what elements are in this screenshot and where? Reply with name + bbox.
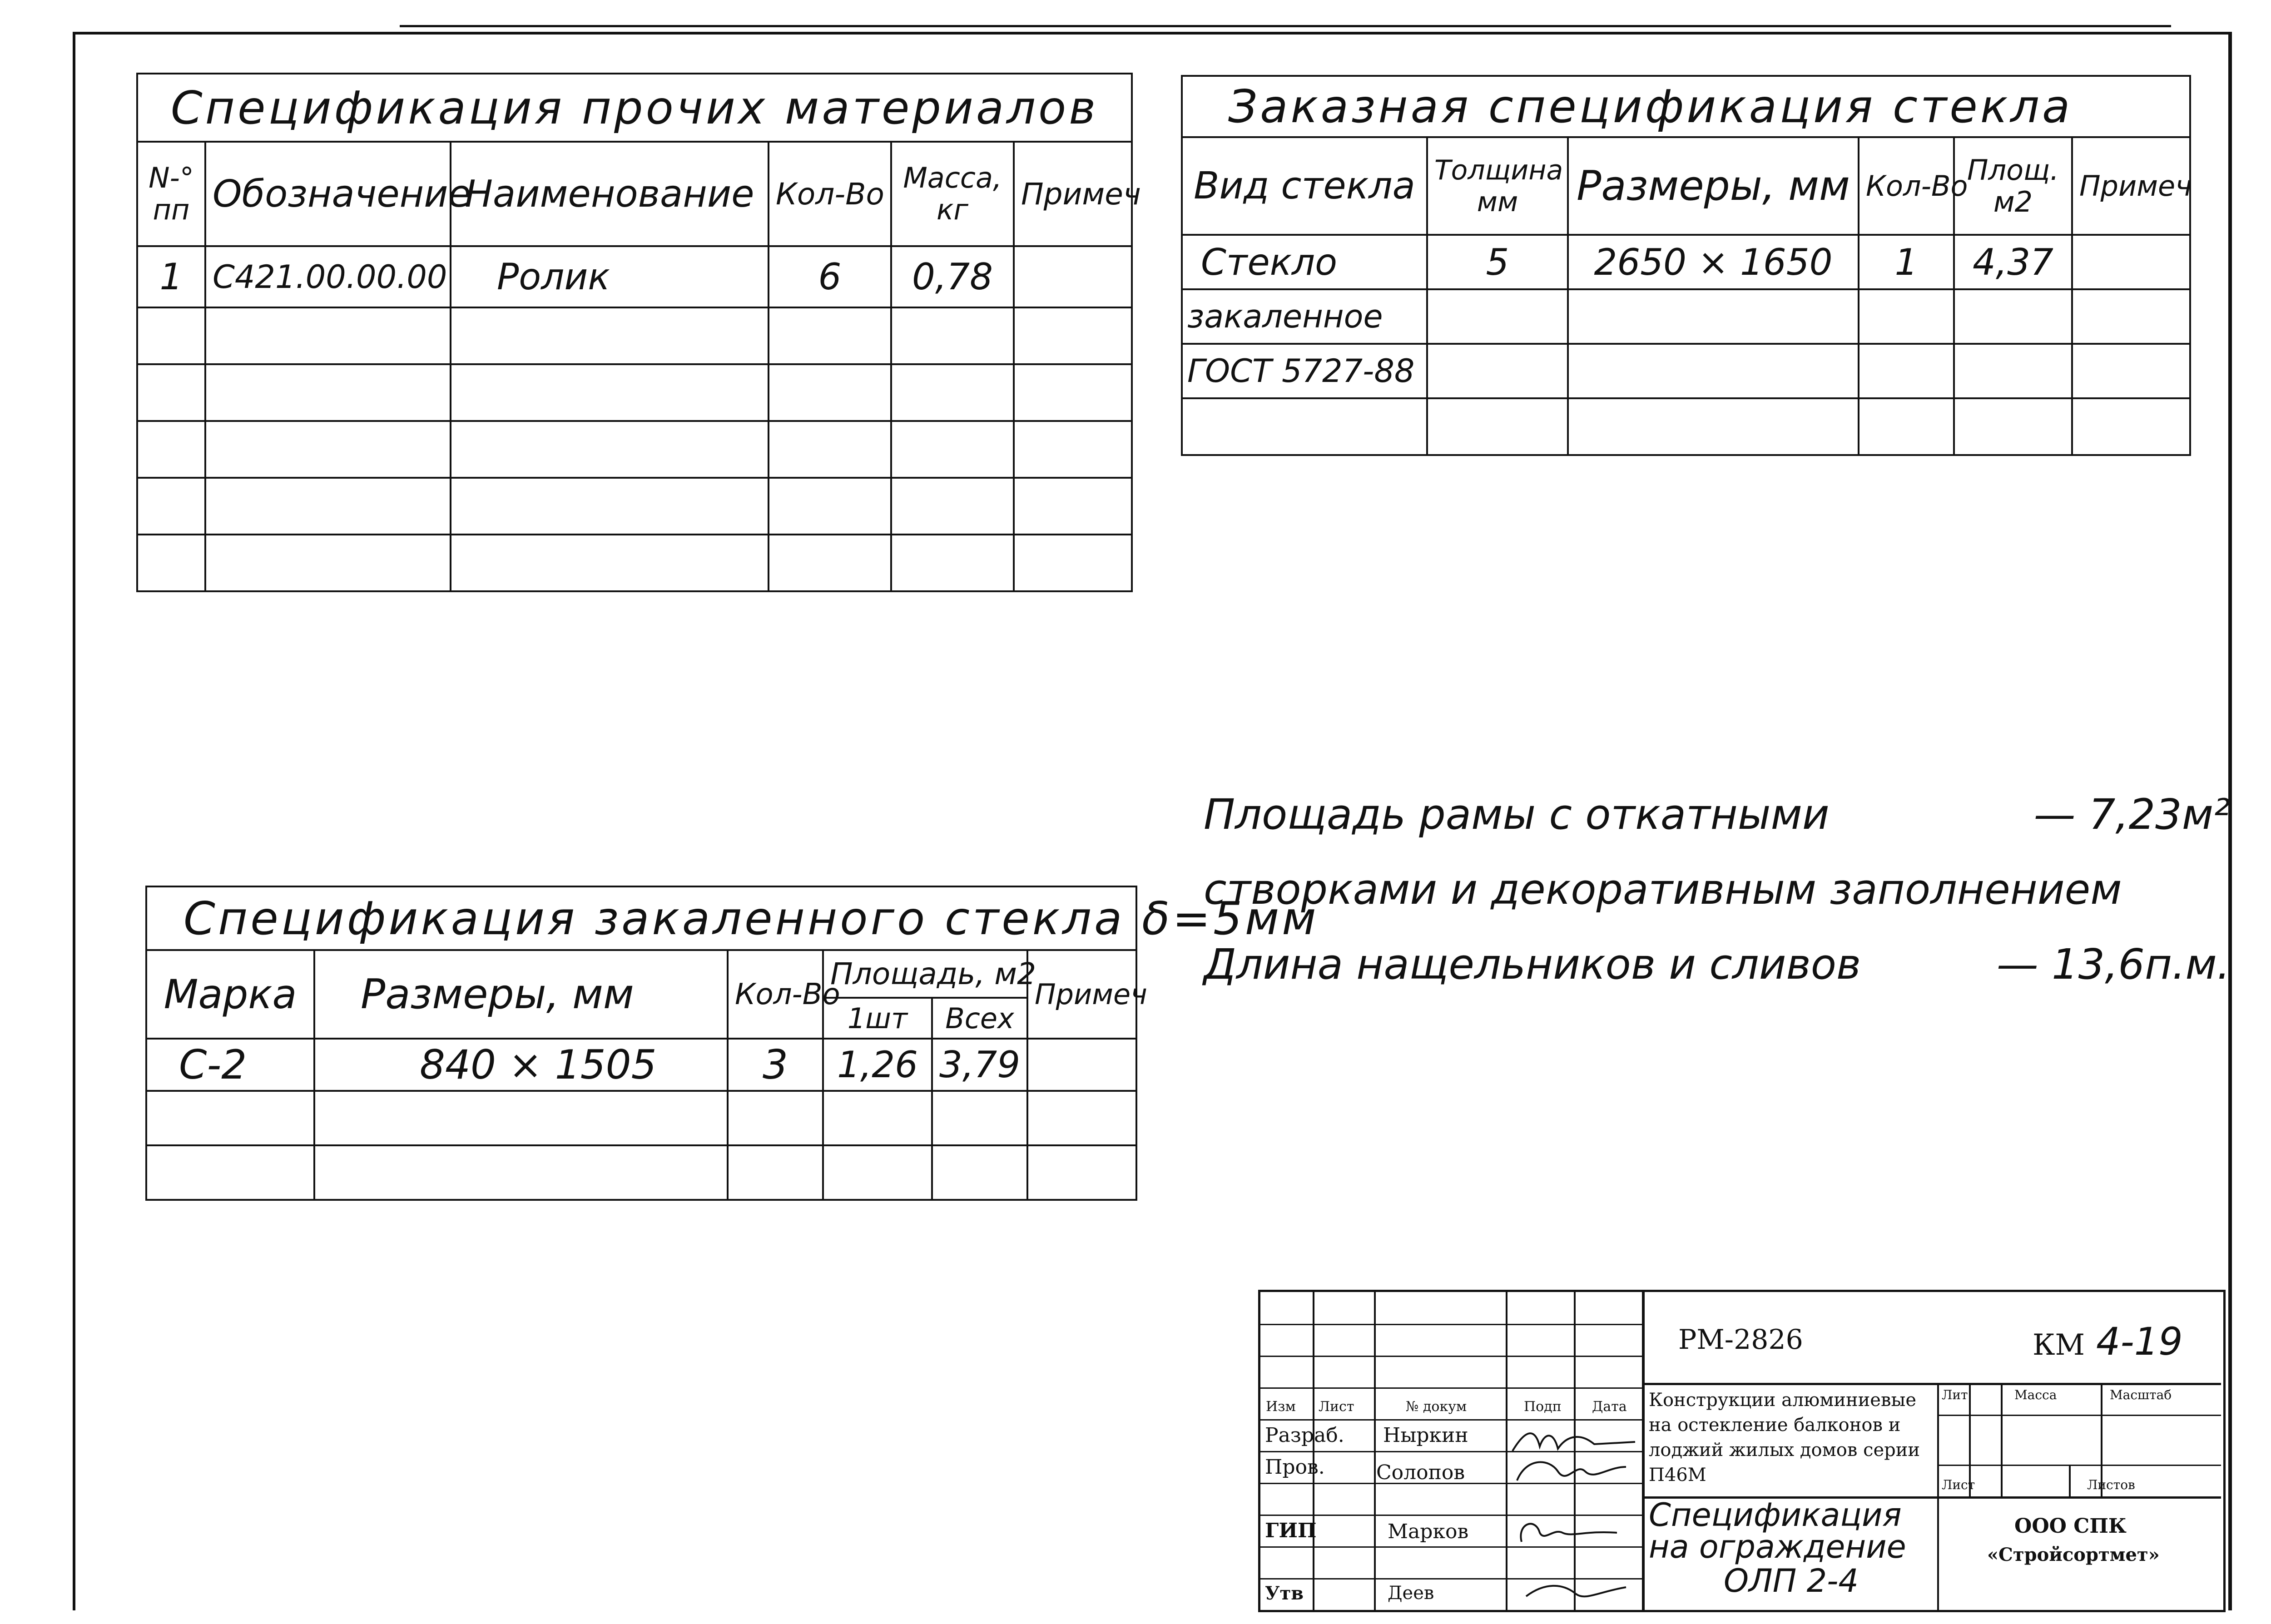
table-row	[1182, 344, 2190, 398]
note-frame-area	[1204, 790, 2230, 865]
cell-sizes: 840 × 1505	[314, 1039, 728, 1091]
stamp-desc-3: лоджий жилых домов серии	[1649, 1440, 1920, 1461]
stamp-line	[1260, 1419, 1642, 1421]
cell-thickness	[1427, 289, 1568, 344]
stamp-prov-label: Пров.	[1265, 1456, 1325, 1479]
stamp-utv-label: Утв	[1265, 1583, 1304, 1604]
top-border-line	[400, 25, 2171, 27]
table-row	[137, 421, 1132, 478]
spec-order-table	[1181, 75, 2191, 456]
note-flashing-length	[1204, 940, 2230, 1015]
note-frame-area-cont	[1204, 865, 2230, 940]
cell-area: 4,37	[1954, 235, 2072, 289]
cell-qty: 1	[1859, 235, 1954, 289]
table-row	[137, 478, 1132, 535]
table-row	[137, 307, 1132, 364]
col-header-area-one: 1шт	[823, 998, 932, 1039]
signature-gip	[1508, 1515, 1644, 1551]
col-header-note: Примеч	[1014, 142, 1132, 246]
stamp-razrab-label: Разраб.	[1265, 1424, 1344, 1447]
stamp-col-scale: Масштаб	[2110, 1387, 2172, 1402]
stamp-desc-2: на остекление балконов и	[1649, 1415, 1901, 1436]
spec-order-title: Заказная спецификация стекла	[1182, 76, 2190, 137]
stamp-prov-name: Солопов	[1376, 1461, 1465, 1484]
signature-utv	[1508, 1574, 1644, 1608]
stamp-desc-1: Конструкции алюминиевые	[1649, 1390, 1917, 1411]
col-header-thickness: Толщина мм	[1427, 137, 1568, 235]
cell-mass: 0,78	[891, 246, 1014, 307]
cell-note	[1014, 246, 1132, 307]
col-header-area-all: Всех	[932, 998, 1027, 1039]
signature-prov	[1508, 1453, 1644, 1490]
cell-sizes	[1568, 344, 1859, 398]
col-header-area: Площадь, м2	[823, 950, 1027, 998]
stamp-divider	[1937, 1383, 1939, 1610]
cell-mark: С-2	[146, 1039, 314, 1091]
table-row	[137, 364, 1132, 421]
stamp-line	[1937, 1415, 2221, 1416]
cell-qty	[1859, 289, 1954, 344]
col-header-mark: Марка	[146, 950, 314, 1039]
cell-thickness	[1427, 344, 1568, 398]
note-flashing-length-value: — 13,6п.м.	[1996, 940, 2230, 989]
note-frame-area-text: Площадь рамы с откатными	[1204, 790, 1830, 839]
cell-glass-type: ГОСТ 5727-88	[1182, 344, 1427, 398]
title-block	[1258, 1290, 2226, 1612]
stamp-title-1: Спецификация	[1649, 1496, 1902, 1534]
table-row	[137, 246, 1132, 307]
stamp-sheet-code: КМ	[2033, 1328, 2085, 1362]
stamp-line	[1260, 1324, 1642, 1325]
cell-note	[2072, 235, 2190, 289]
cell-area-one: 1,26	[823, 1039, 932, 1091]
stamp-hdr-doc: № докум	[1406, 1399, 1467, 1415]
stamp-sheet-num: 4-19	[2096, 1319, 2183, 1364]
stamp-col-mass: Масса	[2014, 1387, 2057, 1402]
col-header-note: Примеч	[1027, 950, 1136, 1039]
table-row	[1182, 289, 2190, 344]
col-header-sizes: Размеры, мм	[314, 950, 728, 1039]
note-frame-area-text-cont: створками и декоративным заполнением	[1204, 865, 2122, 914]
stamp-hdr-list: Лист	[1319, 1399, 1354, 1415]
cell-qty	[1859, 344, 1954, 398]
table-row	[1182, 398, 2190, 455]
cell-note	[1027, 1039, 1136, 1091]
col-header-name: Наименование	[451, 142, 769, 246]
col-header-designation: Обозначение	[205, 142, 451, 246]
stamp-code: РМ-2826	[1678, 1324, 1803, 1356]
col-header-glass-type: Вид стекла	[1182, 137, 1427, 235]
col-header-area: Площ. м2	[1954, 137, 2072, 235]
stamp-hdr-date: Дата	[1592, 1399, 1627, 1415]
col-header-sizes: Размеры, мм	[1568, 137, 1859, 235]
cell-number: 1	[137, 246, 205, 307]
stamp-col-lit: Лит.	[1942, 1387, 1972, 1402]
stamp-gip-name: Марков	[1388, 1520, 1469, 1543]
stamp-line	[1642, 1383, 2221, 1385]
col-header-qty: Кол-Во	[1859, 137, 1954, 235]
stamp-col-sheet: Лист	[1942, 1477, 1975, 1492]
cell-thickness: 5	[1427, 235, 1568, 289]
cell-note	[2072, 344, 2190, 398]
spec-tempered-title: Спецификация закаленного стекла δ=5мм	[146, 886, 1136, 950]
stamp-utv-name: Деев	[1388, 1583, 1434, 1604]
stamp-hdr-sign: Подп	[1524, 1399, 1562, 1415]
cell-glass-type: закаленное	[1182, 289, 1427, 344]
table-row	[1182, 235, 2190, 289]
stamp-hdr-izm: Изм	[1266, 1399, 1296, 1415]
stamp-gip-label: ГИП	[1265, 1519, 1317, 1542]
stamp-title-3: ОЛП 2-4	[1724, 1562, 1859, 1599]
cell-sizes	[1568, 289, 1859, 344]
spec-other-table	[136, 73, 1141, 592]
col-header-number: N-° пп	[137, 142, 205, 246]
col-header-mass: Масса, кг	[891, 142, 1014, 246]
cell-glass-type: Стекло	[1182, 235, 1427, 289]
stamp-line	[1937, 1465, 2221, 1466]
stamp-divider	[2069, 1465, 2071, 1499]
cell-area-all: 3,79	[932, 1039, 1027, 1091]
stamp-org-1: ООО СПК	[2014, 1515, 2127, 1538]
col-header-qty: Кол-Во	[728, 950, 823, 1039]
stamp-title-2: на ограждение	[1649, 1528, 1906, 1565]
stamp-org-2: «Стройсортмет»	[1987, 1544, 2160, 1565]
stamp-col-sheets: Листов	[2087, 1477, 2135, 1492]
cell-note	[2072, 289, 2190, 344]
table-row	[137, 535, 1132, 591]
col-header-note: Примеч	[2072, 137, 2190, 235]
stamp-divider	[2001, 1383, 2003, 1499]
cell-qty: 6	[769, 246, 891, 307]
notes-block	[1204, 790, 2230, 1015]
stamp-desc-4: П46М	[1649, 1465, 1706, 1485]
stamp-line	[1260, 1387, 1642, 1389]
spec-other-title: Спецификация прочих материалов	[137, 74, 1132, 142]
cell-name: Ролик	[451, 246, 769, 307]
cell-area	[1954, 344, 2072, 398]
table-row	[146, 1091, 1136, 1145]
table-row	[146, 1145, 1136, 1200]
table-row	[146, 1039, 1136, 1091]
note-flashing-length-text: Длина нащельников и сливов	[1204, 940, 1861, 989]
stamp-line	[1260, 1356, 1642, 1357]
col-header-qty: Кол-Во	[769, 142, 891, 246]
cell-sizes: 2650 × 1650	[1568, 235, 1859, 289]
cell-designation: С421.00.00.00	[205, 246, 451, 307]
cell-area	[1954, 289, 2072, 344]
spec-tempered-table	[145, 886, 1319, 1201]
note-frame-area-value: — 7,23м²	[2033, 790, 2230, 839]
cell-qty: 3	[728, 1039, 823, 1091]
stamp-razrab-name: Ныркин	[1383, 1424, 1468, 1447]
